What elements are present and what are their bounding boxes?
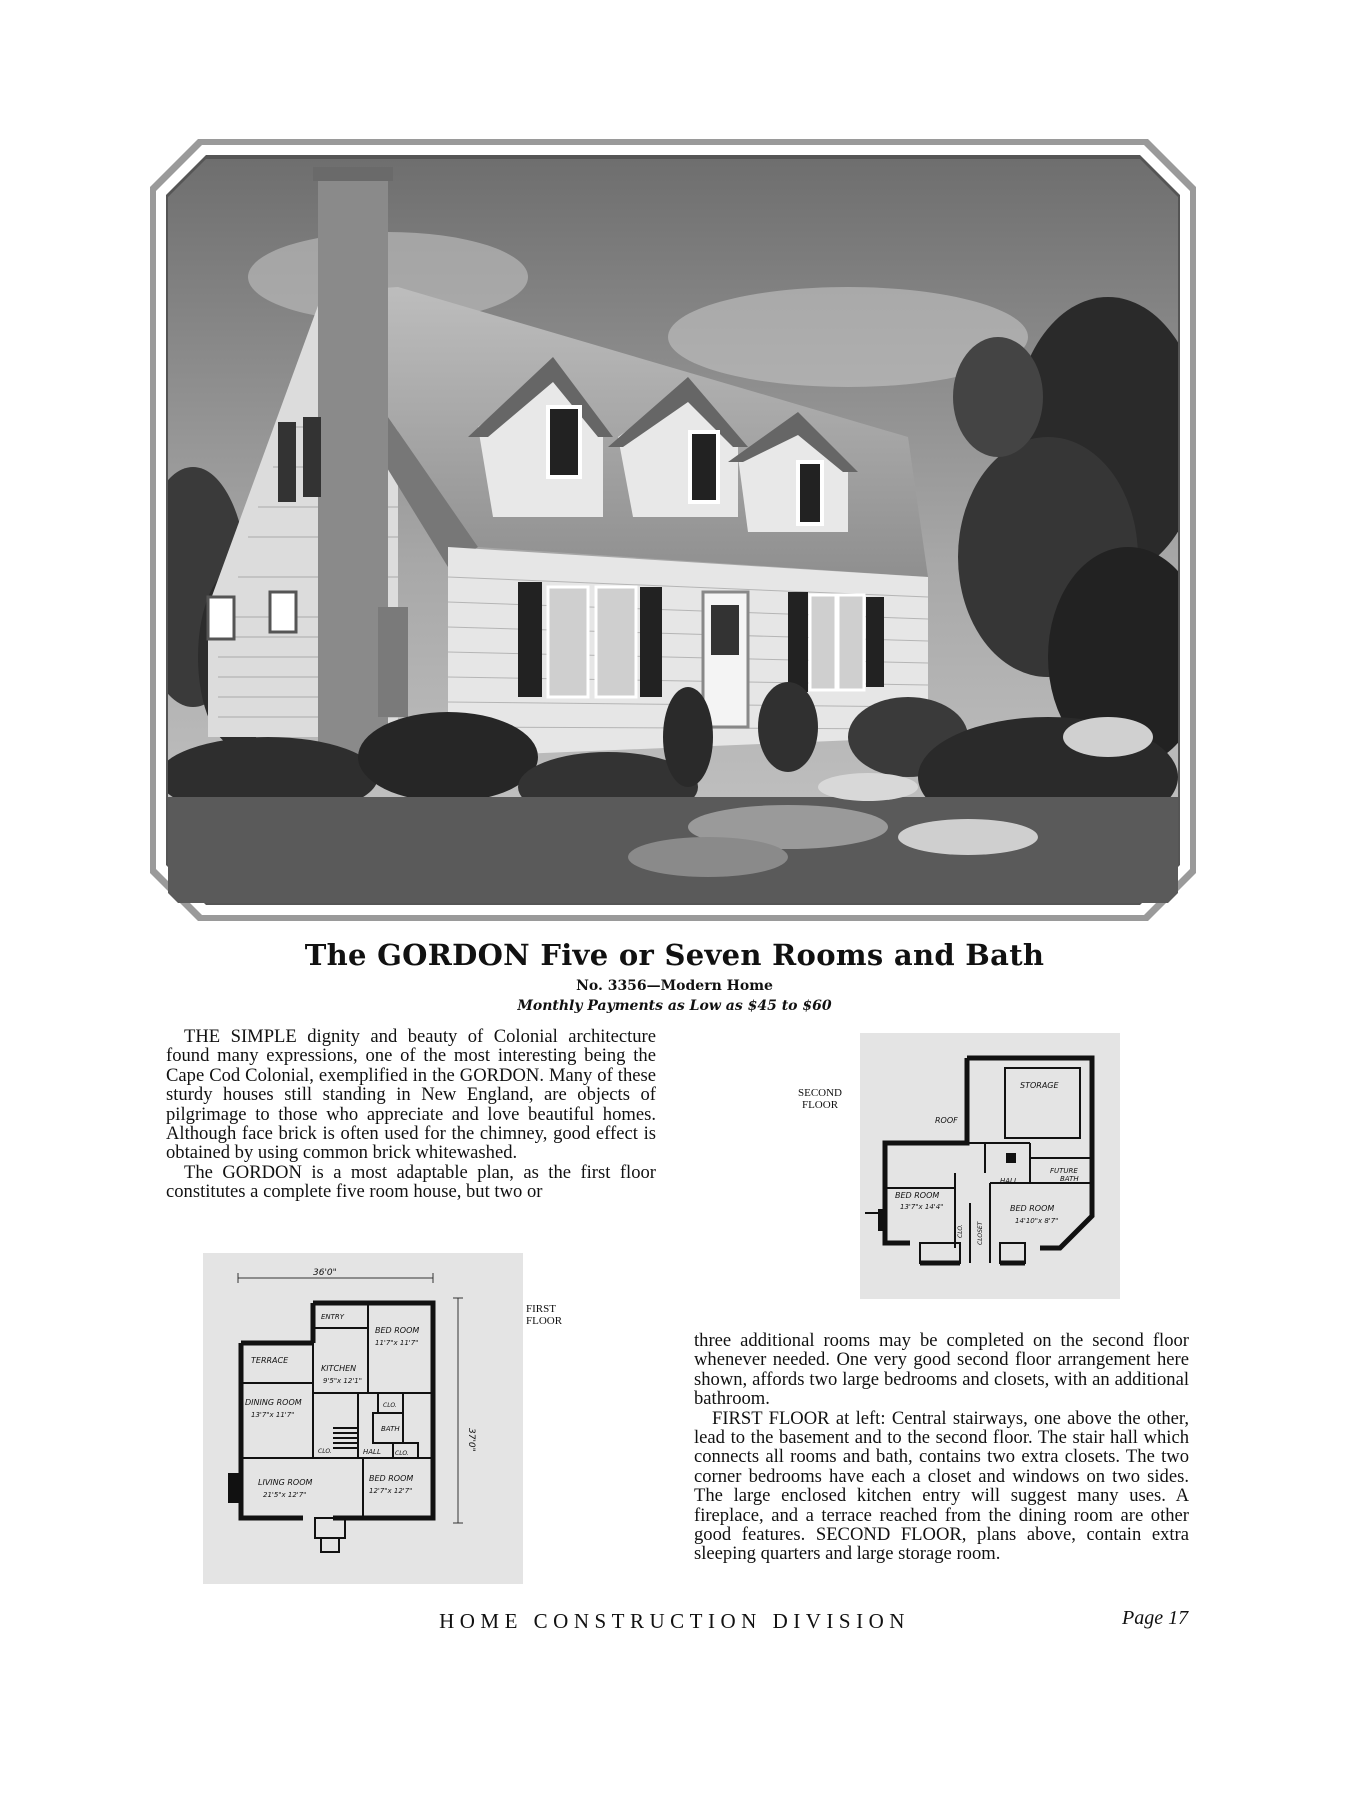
first-floor-label [526, 1303, 586, 1327]
label-line: SECOND [797, 1087, 842, 1099]
second-floor-plan [860, 1033, 1120, 1299]
second-floor-label [790, 1087, 850, 1111]
dimension-label: 36'0" [313, 1268, 337, 1278]
room-size: 9'5"x 12'1" [323, 1377, 362, 1385]
intro-text [166, 1027, 656, 1202]
footer-division: HOME CONSTRUCTION DIVISION [439, 1609, 910, 1633]
room-label: CLO. [957, 1224, 964, 1238]
room-label: TERRACE [251, 1356, 289, 1365]
paragraph: three additional rooms may be completed on the second floor whenever needed. One very good second floor arrangement here shown, affords two large bedrooms and closets, with an additional bathroom. [694, 1330, 1189, 1410]
room-size: 21'5"x 12'7" [263, 1491, 307, 1499]
room-label: CLO. [318, 1448, 332, 1455]
dimension-label: 37'0" [466, 1428, 476, 1452]
first-floor-plan [203, 1253, 523, 1584]
room-label: KITCHEN [321, 1364, 357, 1373]
room-label: CLO. [395, 1450, 409, 1457]
model-number: No. 3356—Modern Home [576, 978, 773, 994]
room-label: STORAGE [1020, 1081, 1059, 1090]
paragraph: FIRST FLOOR at left: Central stairways, one above the other, lead to the basement and to the second floor. The stair hall which connects all rooms and bath, contains two extra closets. The two corner bedrooms have each a closet and windows on two sides. The large enclosed kitchen entry will suggest many uses. A fireplace, and a terrace reached from the dining room are other good features. SECOND FLOOR, plans above, contain extra sleeping quarters and large storage room. [694, 1407, 1189, 1565]
paragraph: The GORDON is a most adaptable plan, as the first floor constitutes a complete five room house, but two or [166, 1161, 656, 1203]
room-label: BATH [381, 1425, 400, 1433]
room-label: BATH [1060, 1175, 1079, 1183]
paragraph: THE SIMPLE dignity and beauty of Colonial architecture found many expressions, one of the most interesting being the Cape Cod Colonial, exemplified in the GORDON. Many of these sturdy houses still standing in New England, are objects of pilgrimage to those who appreciate and love beautiful homes. Although face brick is often used for the chimney, good effect is obtained by using common brick whitewashed. [166, 1026, 656, 1164]
room-size: 11'7"x 11'7" [375, 1339, 419, 1347]
room-label: CLO. [383, 1402, 397, 1409]
room-label: BED ROOM [375, 1326, 420, 1335]
page-number: Page 17 [1122, 1607, 1189, 1629]
room-size: 12'7"x 12'7" [369, 1487, 413, 1495]
room-size: 13'7"x 11'7" [251, 1411, 295, 1419]
room-label: LIVING ROOM [258, 1478, 313, 1487]
page-title: The GORDON Five or Seven Rooms and Bath [304, 938, 1045, 972]
description-text [694, 1331, 1189, 1564]
room-label: ENTRY [321, 1313, 345, 1321]
room-label: DINING ROOM [245, 1398, 302, 1407]
room-label: ROOF [935, 1116, 958, 1125]
room-label: HALL [1000, 1177, 1018, 1185]
payment-note: Monthly Payments as Low as $45 to $60 [517, 998, 832, 1014]
label-line: FIRST [526, 1303, 556, 1315]
room-size: 14'10"x 8'7" [1015, 1217, 1059, 1225]
room-size: 13'7"x 14'4" [900, 1203, 944, 1211]
room-label: BED ROOM [1010, 1204, 1055, 1213]
house-photo [148, 137, 1198, 923]
label-line: FLOOR [801, 1099, 839, 1111]
room-label: CLOSET [977, 1221, 984, 1245]
room-label: FUTURE [1050, 1167, 1078, 1175]
label-line: FLOOR [526, 1315, 563, 1327]
room-label: BED ROOM [895, 1191, 940, 1200]
room-label: HALL [363, 1448, 381, 1456]
room-label: BED ROOM [369, 1474, 414, 1483]
